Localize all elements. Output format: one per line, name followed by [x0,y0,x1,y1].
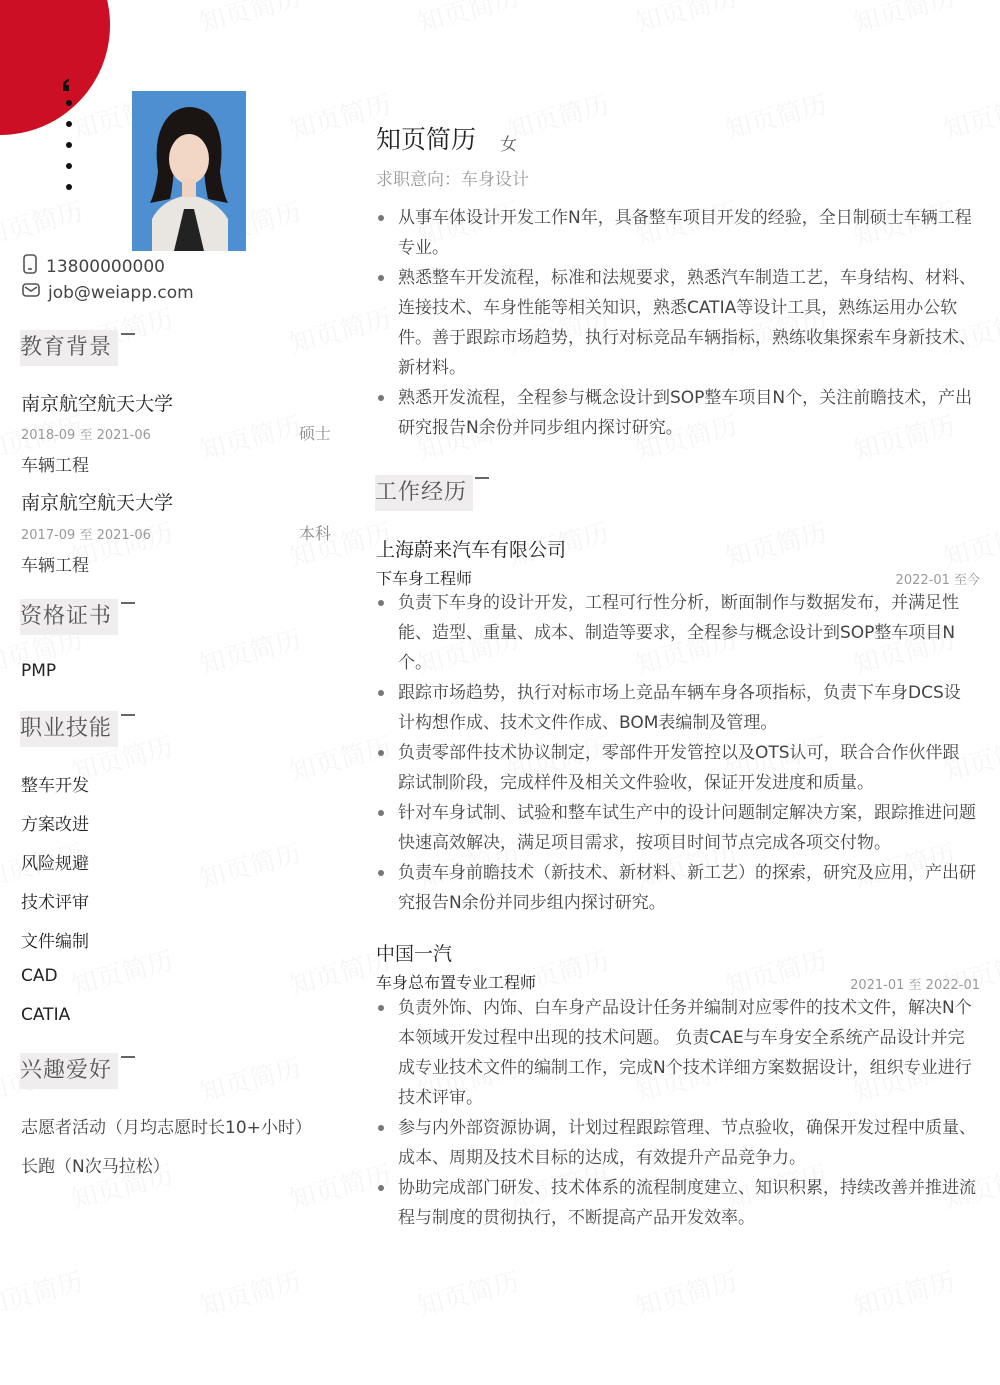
watermark-text [413,0,523,40]
list-item: 熟悉整车开发流程，标准和法规要求，熟悉汽车制造工艺，车身结构、材料、连接技术、车身性能等相关知识，熟悉CATIA等设计工具，熟练运用办公软件。善于跟踪市场趋势，执行对标竞品车辆指标，熟练收集探索车身新技术、新材料。 [376,263,976,383]
skill-item: 技术评审 [21,893,89,913]
list-item: 参与内外部资源协调，计划过程跟踪管理、节点验收，确保开发过程中质量、成本、周期及技术目标的达成，有效提升产品竞争力。 [376,1113,976,1173]
list-item: 熟悉开发流程，全程参与概念设计到SOP整车项目N个，关注前瞻技术，产出研究报告N余份并同步组内探讨研究。 [376,383,976,443]
hobby-item: 志愿者活动（月均志愿时长10+小时） [21,1118,312,1138]
edu-major: 车辆工程 [21,556,89,576]
phone-number: 13800000000 [46,256,165,277]
edu-degree: 本科 [299,524,332,543]
watermark-text [195,0,305,40]
list-item: 跟踪市场趋势，执行对标市场上竞品车辆车身各项指标，负责下车身DCS设计构想作成、技术文件作成、BOM表编制及管理。 [376,678,976,738]
section-dash [121,333,135,335]
watermark-text [195,405,305,468]
skill-item: 风险规避 [21,854,89,874]
cert-item: PMP [21,661,57,681]
section-dash [121,714,135,716]
watermark-text [0,1261,87,1324]
list-item: 负责外饰、内饰、白车身产品设计任务并编制对应零件的技术文件，解决N个本领域开发过程中出现的技术问题。 负责CAE与车身安全系统产品设计并完成专业技术文件的编制工作，完成N个技术详细方案数据设计，组织专业进行技术评审。 [376,993,976,1113]
section-title-skills: 职业技能 [20,711,118,747]
watermark-text [849,1261,959,1324]
edu-degree: 硕士 [299,424,332,443]
edu-school: 南京航空航天大学 [21,393,174,415]
company-name: 上海蔚来汽车有限公司 [376,539,567,561]
contact-phone [22,254,165,279]
list-item: 从事车体设计开发工作N年，具备整车项目开发的经验，全日制硕士车辆工程专业。 [376,203,976,263]
section-title-education: 教育背景 [20,330,118,366]
watermark-text [939,84,1000,147]
decor-dots [66,100,74,205]
job-date: 2022-01 至今 [895,573,980,588]
gender-label: 女 [500,135,517,155]
section-dash [475,477,489,479]
edu-date: 2018-09 至 2021-06 [21,428,151,443]
decor-red-circle [0,0,110,135]
job-bullets [376,993,976,1233]
watermark-text [721,84,831,147]
avatar [132,91,246,251]
watermark-text [849,0,959,40]
section-title-hobbies: 兴趣爱好 [20,1053,118,1089]
list-item: 负责下车身的设计开发，工程可行性分析，断面制作与数据发布，并满足性能、造型、重量、成本、制造等要求，全程参与概念设计到SOP整车项目N个。 [376,588,976,678]
contact-email [22,282,194,303]
watermark-text [721,512,831,575]
edu-school: 南京航空航天大学 [21,492,174,514]
skill-item: CAD [21,966,58,986]
job-role: 车身总布置专业工程师 [376,973,537,992]
list-item: 负责零部件技术协议制定，零部件开发管控以及OTS认可，联合合作伙伴跟踪试制阶段，完成样件及相关文件验收，保证开发进度和质量。 [376,738,976,798]
list-item: 协助完成部门研发、技术体系的流程制度建立、知识积累，持续改善并推进流程与制度的贯彻执行，不断提高产品开发效率。 [376,1173,976,1233]
summary-list [376,203,976,443]
email-address: job@weiapp.com [48,282,194,303]
skill-item: 整车开发 [21,776,89,796]
watermark-text [631,0,741,40]
job-bullets [376,588,976,918]
section-dash [121,602,135,604]
edu-date: 2017-09 至 2021-06 [21,528,151,543]
section-title-work: 工作经历 [375,475,473,511]
job-date: 2021-01 至 2022-01 [850,978,980,993]
section-dash [121,1056,135,1058]
watermark-text [195,1261,305,1324]
skill-item: CATIA [21,1005,71,1025]
watermark-text [195,1047,305,1110]
watermark-text [413,1261,523,1324]
skill-item: 文件编制 [21,932,89,952]
company-name: 中国一汽 [376,943,453,965]
watermark-text [631,1261,741,1324]
job-intent: 求职意向：车身设计 [376,170,529,190]
job-role: 下车身工程师 [376,569,473,588]
watermark-text [503,84,613,147]
phone-icon [22,254,38,279]
watermark-text [195,619,305,682]
quote-icon [60,76,78,98]
edu-major: 车辆工程 [21,456,89,476]
watermark-text [195,833,305,896]
skill-item: 方案改进 [21,815,89,835]
page-title: 知页简历 [376,125,477,154]
list-item: 负责车身前瞻技术（新技术、新材料、新工艺）的探索，研究及应用，产出研究报告N余份并同步组内探讨研究。 [376,858,976,918]
watermark-text [939,512,1000,575]
section-title-certs: 资格证书 [20,599,118,635]
hobby-item: 长跑（N次马拉松） [21,1157,170,1177]
mail-icon [22,282,40,303]
list-item: 针对车身试制、试验和整车试生产中的设计问题制定解决方案，跟踪推进问题快速高效解决，满足项目需求，按项目时间节点完成各项交付物。 [376,798,976,858]
